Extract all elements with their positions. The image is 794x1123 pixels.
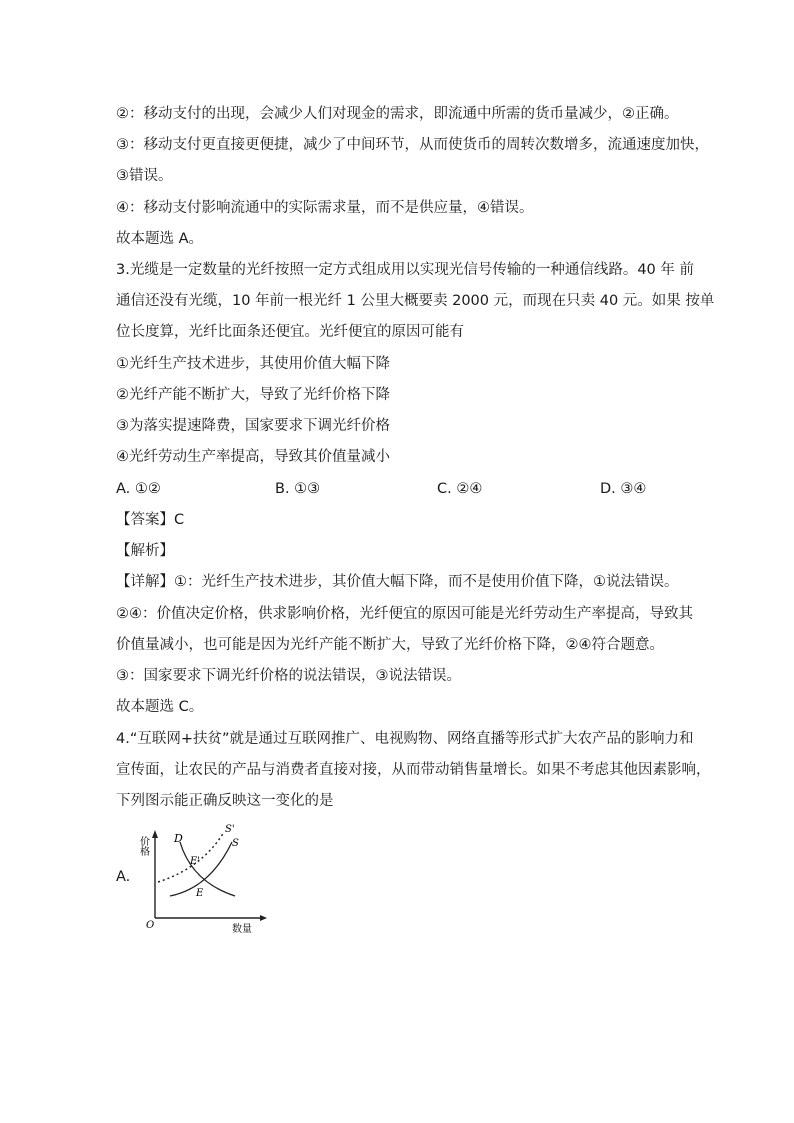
option-b: B. ①③ bbox=[275, 481, 321, 497]
text-line: 故本题选 C。 bbox=[116, 699, 204, 715]
question-3-stem: 通信还没有光缆，10 年前一根光纤 1 公里大概要卖 2000 元，而现在只卖 40 元。如果 按单 bbox=[116, 293, 715, 309]
text-line: 【详解】①：光纤生产技术进步，其价值大幅下降，而不是使用价值下降，①说法错误。 bbox=[116, 574, 679, 590]
statement-item: ②光纤产能不断扩大，导致了光纤价格下降 bbox=[116, 387, 390, 403]
question-3-stem: 位长度算，光纤比面条还便宜。光纤便宜的原因可能有 bbox=[116, 324, 464, 340]
figure-option-label: A. bbox=[116, 869, 131, 885]
question-4-stem: 下列图示能正确反映这一变化的是 bbox=[116, 793, 334, 809]
text-line: ④：移动支付影响流通中的实际需求量，而不是供应量，④错误。 bbox=[116, 200, 534, 216]
text-line: 价值量减小，也可能是因为光纤产能不断扩大，导致了光纤价格下降，②④符合题意。 bbox=[116, 637, 664, 653]
analysis-heading: 【解析】 bbox=[116, 543, 174, 559]
answer-line: 【答案】C bbox=[116, 512, 185, 528]
option-d: D. ③④ bbox=[600, 481, 647, 497]
x-axis-label: 数量 bbox=[232, 924, 252, 935]
statement-item: ④光纤劳动生产率提高，导致其价值量减小 bbox=[116, 449, 390, 465]
label-e-prime: E' bbox=[190, 856, 201, 867]
supply-demand-graph bbox=[137, 820, 270, 935]
label-s: S bbox=[232, 838, 239, 849]
option-a: A. ①② bbox=[116, 481, 161, 497]
question-4-stem: 4.“互联网+扶贫”就是通过互联网推广、电视购物、网络直播等形式扩大农产品的影响力和 bbox=[116, 731, 694, 747]
demand-curve bbox=[180, 842, 235, 896]
x-axis-arrow bbox=[260, 915, 267, 921]
text-line: ②：移动支付的出现，会减少人们对现金的需求，即流通中所需的货币量减少，②正确。 bbox=[116, 106, 679, 122]
statement-item: ③为落实提速降费，国家要求下调光纤价格 bbox=[116, 418, 390, 434]
text-line: ③：移动支付更直接更便捷，减少了中间环节，从而使货币的周转次数增多，流通速度加快， bbox=[116, 137, 709, 153]
question-4-stem: 宣传面，让农民的产品与消费者直接对接，从而带动销售量增长。如果不考虑其他因素影响， bbox=[116, 762, 711, 778]
text-line: ③错误。 bbox=[116, 168, 173, 184]
label-s-prime: S' bbox=[225, 824, 235, 835]
origin-label: O bbox=[146, 920, 155, 931]
statement-item: ①光纤生产技术进步，其使用价值大幅下降 bbox=[116, 356, 390, 372]
text-line: ②④：价值决定价格，供求影响价格，光纤便宜的原因可能是光纤劳动生产率提高，导致其 bbox=[116, 606, 693, 622]
label-d: D bbox=[174, 832, 183, 845]
text-line: 故本题选 A。 bbox=[116, 231, 204, 247]
y-axis-arrow bbox=[152, 830, 158, 838]
option-c: C. ②④ bbox=[437, 481, 483, 497]
label-e: E bbox=[196, 888, 204, 899]
y-axis-label: 价格 bbox=[137, 836, 149, 856]
text-line: ③：国家要求下调光纤价格的说法错误，③说法错误。 bbox=[116, 668, 461, 684]
question-3-stem: 3.光缆是一定数量的光纤按照一定方式组成用以实现光信号传输的一种通信线路。40 年 前 bbox=[116, 262, 694, 278]
